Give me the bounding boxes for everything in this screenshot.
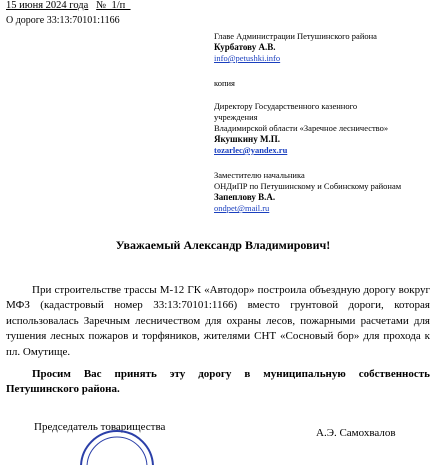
addressee-email-link[interactable]: ondpet@mail.ru <box>214 203 270 213</box>
body-paragraph: При строительстве трассы М-12 ГК «Автодор» построила объездную дорогу вокруг МФЗ (кадастровый номер 33:13:70101:1166) вместо грунтовой дороги, которая использовалась Заречным лесничеством для охраны лесов, пожарными расчетами для тушения лесных пожаров и торфяников, жителями СНТ «Сосновый бор» для прохода к пл. Омутище. <box>6 284 430 358</box>
addressee-email-link[interactable]: info@petushki.info <box>214 53 281 63</box>
letter-number: №_1/п_ <box>96 0 131 11</box>
addressee-name: Запеплову В.А. <box>214 192 276 202</box>
addressee-title-line2: учреждения <box>214 112 258 122</box>
addressee-email-link[interactable]: tozarlec@yandex.ru <box>214 145 288 155</box>
addressee-title-line3: Владимирской области «Заречное лесничество» <box>214 123 389 133</box>
addressee-fire-dept <box>214 170 401 214</box>
signatory-name: А.Э. Самохвалов <box>316 427 396 439</box>
addressee-title: Директору Государственного казенного <box>214 101 358 111</box>
letter-date: 15 июня 2024 года <box>6 0 89 11</box>
request-paragraph: Просим Вас принять эту дорогу в муниципальную собственность Петушинского района. <box>6 368 430 396</box>
date-line <box>6 0 130 11</box>
addressee-head-admin <box>214 31 377 64</box>
stamp-seal <box>78 423 156 465</box>
copy-label: копия <box>214 78 235 88</box>
addressee-title: Главе Администрации Петушинского района <box>214 31 377 41</box>
signatory-title: Председатель товарищества <box>34 421 166 433</box>
greeting: Уважаемый Александр Владимирович! <box>115 238 331 252</box>
addressee-title-line2: ОНДиПР по Петушинскому и Собинскому районам <box>214 181 402 191</box>
addressee-forestry <box>214 101 388 156</box>
addressee-name: Курбатову А.В. <box>214 42 276 52</box>
addressee-title: Заместителю начальника <box>214 170 305 180</box>
letter-subject: О дороге 33:13:70101:1166 <box>6 15 120 26</box>
addressee-name: Якушкину М.П. <box>214 134 280 144</box>
